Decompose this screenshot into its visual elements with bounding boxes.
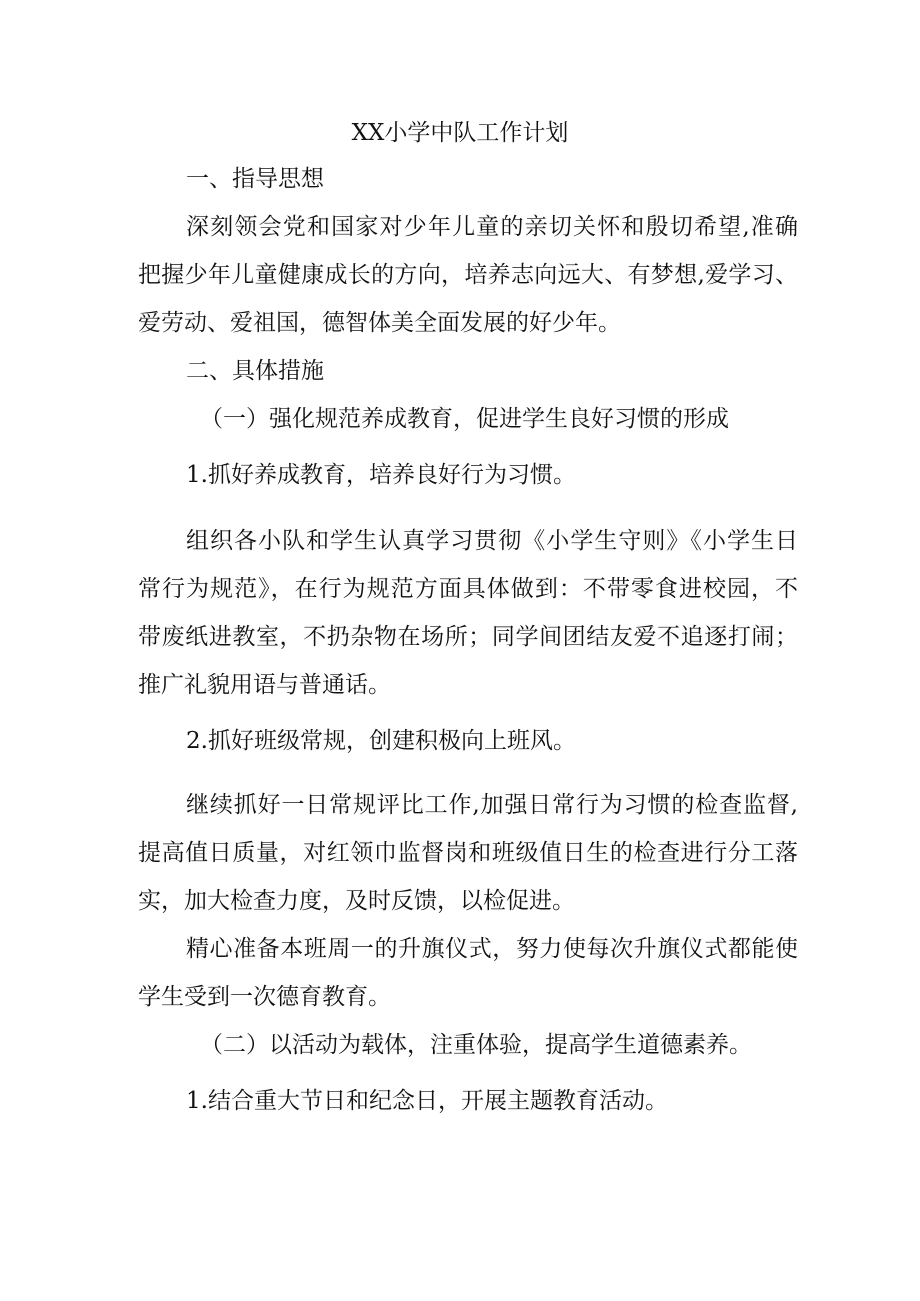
paragraph-line: 提高值日质量，对红领巾监督岗和班级值日生的检查进行分工落 bbox=[138, 840, 798, 866]
paragraph-line: 深刻领会党和国家对少年儿童的亲切关怀和殷切希望,准确 bbox=[186, 214, 798, 240]
subsection-heading: （二）以活动为载体，注重体验，提高学生道德素养。 bbox=[200, 1032, 752, 1058]
item-heading: 1.抓好养成教育，培养良好行为习惯。 bbox=[186, 462, 576, 488]
document-title: XX小学中队工作计划 bbox=[351, 120, 569, 146]
section-heading-guiding-ideology: 一、指导思想 bbox=[186, 166, 324, 192]
paragraph-line: 常行为规范》，在行为规范方面具体做到：不带零食进校园，不 bbox=[138, 576, 798, 602]
paragraph-line: 推广礼貌用语与普通话。 bbox=[138, 672, 391, 698]
paragraph-line: 爱劳动、爱祖国，德智体美全面发展的好少年。 bbox=[138, 310, 621, 336]
item-heading: 1.结合重大节日和纪念日，开展主题教育活动。 bbox=[186, 1088, 668, 1114]
paragraph-line: 组织各小队和学生认真学习贯彻《小学生守则》《小学生日 bbox=[186, 528, 798, 554]
paragraph-line: 带废纸进教室，不扔杂物在场所；同学间团结友爱不追逐打闹； bbox=[138, 624, 798, 650]
paragraph-line: 精心准备本班周一的升旗仪式，努力使每次升旗仪式都能使 bbox=[186, 936, 798, 962]
paragraph-line: 实，加大检查力度，及时反馈，以检促进。 bbox=[138, 888, 575, 914]
item-heading: 2.抓好班级常规，创建积极向上班风。 bbox=[186, 728, 576, 754]
subsection-heading: （一）强化规范养成教育，促进学生良好习惯的形成 bbox=[200, 406, 729, 432]
paragraph-line: 把握少年儿童健康成长的方向，培养志向远大、有梦想,爱学习、 bbox=[138, 262, 798, 288]
paragraph-line: 继续抓好一日常规评比工作,加强日常行为习惯的检查监督, bbox=[186, 792, 798, 818]
section-heading-measures: 二、具体措施 bbox=[186, 358, 324, 384]
paragraph-line: 学生受到一次德育教育。 bbox=[138, 984, 391, 1010]
